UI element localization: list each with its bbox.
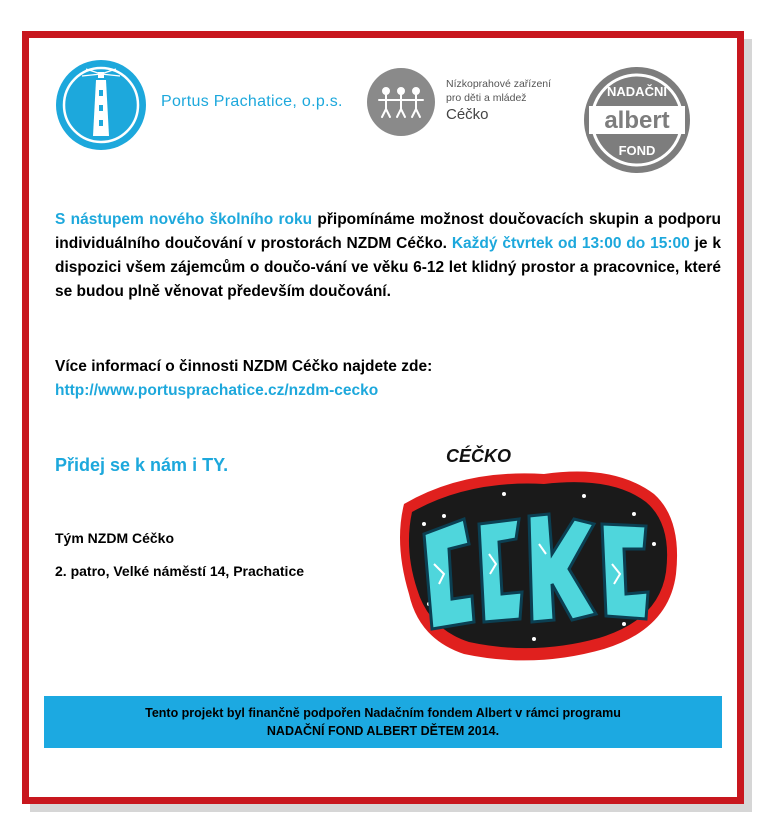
- address: 2. patro, Velké náměstí 14, Prachatice: [55, 563, 305, 579]
- cecko-graffiti-image: [384, 424, 684, 670]
- join-us-heading: Přidej se k nám i TY.: [55, 455, 229, 475]
- albert-top-text: NADAČNÍ: [607, 84, 667, 99]
- banner-line-1: Tento projekt byl finančně podpořen Nadačním fondem Albert v rámci programu: [145, 706, 621, 720]
- paragraph-part-1: připomínáme možnost doučovacích skupin a podporu individuálního doučování v prostorách NZDM Céčko.: [55, 211, 721, 252]
- albert-wordmark: albert: [604, 107, 670, 134]
- info-label: Více informací o činnosti NZDM Céčko najdete zde:: [55, 358, 433, 375]
- team-name: Tým NZDM Céčko: [55, 530, 175, 546]
- graffiti-small-tag: CÉČKO: [446, 446, 512, 466]
- paragraph-part-2: je k dispozici všem zájemcům o doučo-vání ve věku 6-12 let klidný prostor a pracovnice, které se budou plně věnovat především doučování.: [55, 235, 721, 300]
- announcement-paragraph: [55, 208, 721, 304]
- banner-line-2: NADAČNÍ FOND ALBERT DĚTEM 2014.: [266, 724, 500, 738]
- school-year-highlight: S nástupem nového školního roku: [55, 211, 313, 228]
- cecko-line-2: pro děti a mládež: [446, 92, 527, 104]
- schedule-highlight: Každý čtvrtek od 13:00 do 15:00: [451, 235, 690, 252]
- info-link[interactable]: http://www.portusprachatice.cz/nzdm-cecko: [55, 382, 379, 399]
- nadacni-fond-albert-logo: [583, 66, 691, 174]
- cecko-description: [446, 77, 551, 122]
- cecko-logo: [366, 67, 436, 137]
- sponsor-banner: [44, 696, 722, 748]
- cecko-name: Céčko: [446, 106, 489, 123]
- portus-lighthouse-logo: [56, 60, 146, 150]
- cecko-line-1: Nízkoprahové zařízení: [446, 78, 552, 90]
- portus-name: Portus Prachatice, o.p.s.: [161, 93, 343, 110]
- albert-bottom-text: FOND: [618, 143, 656, 158]
